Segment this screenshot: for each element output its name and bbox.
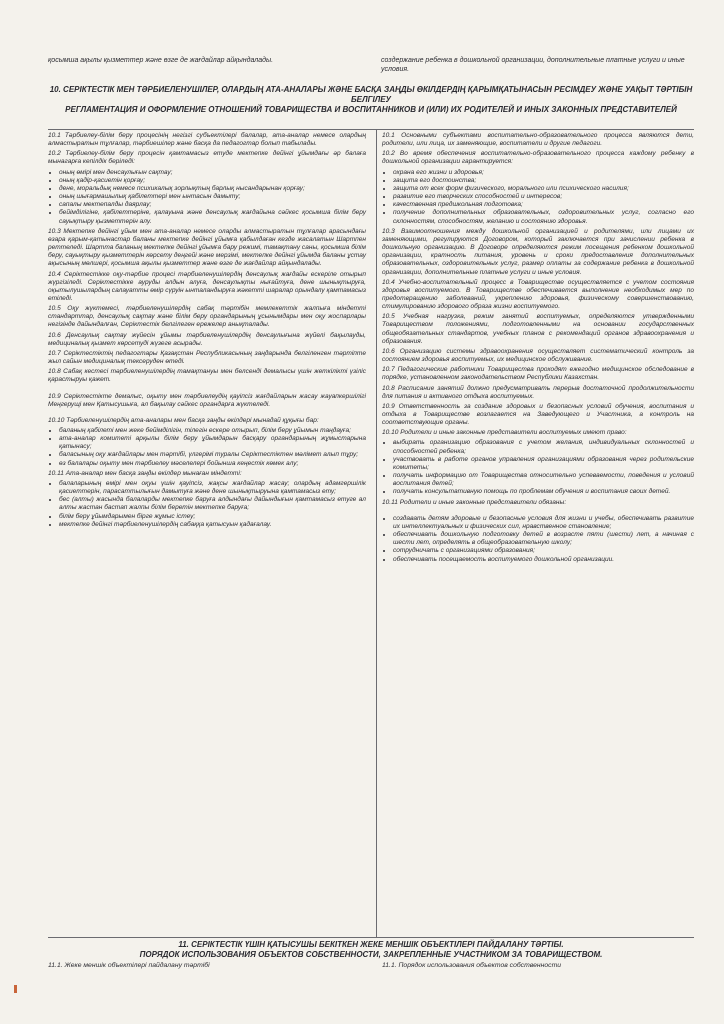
ru-clause-10-6: 10.6 Организацию системы здравоохранения осуществляет систематический контроль за состоянием здоровья воспитуемых, их медицинское обслуживание. [382, 347, 694, 364]
ru-duties-list [382, 515, 694, 564]
list-item: • бейімділігіне, қабілеттеріне, қалауына және денсаулық жағдайына сәйкес қосымша білім беру сауықтыру қызметтерін алу. [59, 209, 366, 225]
ru-clause-10-11: 10.11 Родители и иные законные представители обязаны: [382, 498, 567, 506]
table-top-rule [48, 129, 694, 130]
list-item: • получать консультативную помощь по проблемам обучения и воспитания своих детей. [393, 488, 694, 496]
list-item: • защита его достоинства; [393, 177, 694, 185]
document-page [48, 0, 694, 1024]
list-item: • сапалы мектепалды даярлау; [59, 201, 366, 209]
list-item: • оның қадір-қасиетін қорғау; [59, 177, 366, 185]
kz-clause-10-10: 10.10 Тәрбиеленушілердің ата-аналары мен басқа заңды өкілдері мынадай құқығы бар: [48, 416, 319, 424]
list-item: • создавать детям здоровые и безопасные условия для жизни и учебы, обеспечивать развитие их интеллектуальных и физических сил, нравственное становление; [393, 515, 694, 531]
kz-clause-10-8: 10.8 Сабақ кестесі тәрбиеленушілердің тамақтануы мен белсенді демалысы үшін жеткілікті үзіліс қарастыруы қажет. [48, 368, 366, 384]
list-item: • получение дополнительных образовательных, оздоровительных услуг, согласно его склонностям, способностям, желанию и состоянию здоровья. [393, 209, 694, 225]
russian-column [382, 132, 694, 566]
ru-clause-10-4: 10.4 Учебно-воспитательный процесс в Товариществе осуществляется с учетом состояния здоровья воспитуемого. В Товариществе обеспечивается выполнение необходимых мер по предотвращению заболеваний, укреплению здоровья, физическому совершенствованию, стимулированию здорового образа жизни воспитуемого. [382, 278, 694, 311]
kazakh-column [48, 132, 366, 531]
ru-clause-11-1: 11.1. Порядок использования объектов собственности [382, 962, 562, 969]
kz-clause-11-1: 11.1. Жеке меншік объектілері пайдалану тәртібі [48, 962, 210, 969]
list-item: • ата-аналар комитеті арқылы білім беру ұйымдарын басқару органдарының жұмыстарына қатынасу; [59, 435, 366, 451]
section-10-heading [48, 85, 694, 115]
ru-clause-10-1: 10.1 Основными субъектами воспитательно-образовательного процесса являются дети, родители, или лица, их заменяющие, воспитатели и другие педагоги. [382, 132, 694, 148]
section-11-title-ru: ПОРЯДОК ИСПОЛЬЗОВАНИЯ ОБЪЕКТОВ СОБСТВЕННОСТИ, ЗАКРЕПЛЕННЫЕ УЧАСТНИКОМ ЗА ТОВАРИЩЕСТВОМ. [139, 950, 603, 959]
kz-clause-10-4: 10.4 Серіктестікке оқу-тәрбие процесі тәрбиеленушілердің денсаулық жағдайы ескеріле отырып жүргізіледі. Серіктестікке ауруды алдын алуға, денсаулықты нығайтуға, дене шынықтыруға, оқытылушылардың салауатты өмір сүруін ынталандыруға жәкетті шаралар орындалу қамтамасыз етіледі. [48, 270, 366, 302]
list-item: • обеспечивать дошкольную подготовку детей в возрасте пяти (шести) лет, а начиная с шести лет, определять в общеобразовательную школу; [393, 531, 694, 547]
section-10-title-ru: РЕГЛАМЕНТАЦИЯ И ОФОРМЛЕНИЕ ОТНОШЕНИЙ ТОВАРИЩЕСТВА И ВОСПИТАННИКОВ И (ИЛИ) ИХ РОДИТЕЛЕЙ И ИНЫХ ЗАКОННЫХ ПРЕДСТАВИТЕЛЕЙ [65, 105, 677, 114]
carryover-kz: қосымша ақылы қызметтер және өзге де жағдайлар айқындалады. [48, 57, 274, 64]
ru-clause-10-3: 10.3 Взаимоотношения между дошкольной организацией и родителями, или лицами их заменяющими, регулируются Договором, который заключается при зачислении ребенка в дошкольную организацию. В Договоре определяются режим посещения ребенком дошкольной организации, кратность питания, уровень и сроки предоставления дополнительных образовательных, оздоровительных услуг, размер оплаты за содержание ребенка в дошкольной организации, дополнительные платные услуги и иные условия. [382, 227, 694, 276]
list-item: • баланың қабілеті мен жеке бейімділігін, тілегін ескере отырып, білім беру ұйымын таңдауға; [59, 427, 366, 435]
list-item: • защита от всех форм физического, морального или психического насилия; [393, 185, 694, 193]
kz-clause-10-1: 10.1 Тәрбиелеу-білім беру процесінің негізгі субъектілері балалар, ата-аналар немесе олардың алмастыратын тұлғалар, тәрбиешілер және басқа да педагогтар болып табылады. [48, 132, 366, 148]
kz-guarantee-list [48, 169, 366, 226]
list-item: • качественная предшкольная подготовка; [393, 201, 694, 209]
ru-clause-10-5: 10.5 Учебная нагрузка, режим занятий воспитуемых, определяются утвержденными Товариществом положениями, подготовленными на основании государственных общеобязательных стандартов, учебных планов с рекомендаций органов здравоохранения и образования. [382, 313, 694, 345]
margin-ink-mark [14, 985, 17, 993]
ru-guarantee-list [382, 169, 694, 226]
list-item: • балаларының өмірі мен оқуы үшін қауіпсіз, жақсы жағдайлар жасау; олардың адамгершілік қасиеттерін, парасаттылығын дамытуға және дене шынықтыруына қамтамасыз ету; [59, 480, 366, 496]
list-item: • дене, моральдық немесе психикалық зорлықтың барлық нысандарынан қорғау; [59, 185, 366, 193]
list-item: • баласының оқу жағдайлары мен тәртібі, үлгерімі туралы Серіктестіктен мәлімет алып тұру; [59, 451, 366, 459]
ru-clause-10-2: 10.2 Во время обеспечения воспитательно-образовательного процесса каждому ребенку в дошкольной организации гарантируется: [382, 150, 694, 166]
list-item: • охрана его жизни и здоровья; [393, 169, 694, 177]
kz-clause-10-7: 10.7 Серіктестіктің педагогтары Қазақстан Республикасының заңдарында белгіленген тәртіпте жыл сайын медициналық тексеруден өтеді. [48, 349, 366, 366]
list-item: • обеспечивать посещаемость воспитуемого дошкольной организации. [393, 556, 694, 564]
kz-duties-list [48, 480, 366, 529]
kz-clause-10-3: 10.3 Мектепке дейінгі ұйым мен ата-аналар немесе оларды алмастыратын тұлғалар арасындағы өзара қарым-қатынастар баланы мектепке дейінгі ұйымға қабылдаған кезде жасалатын Шартпен реттеледі. Шартта баланың мектепке дейінгі ұйымға бару режимі, тамақтану саны, қосымша білім беру, сауықтыру қызметтерін көрсету деңгейі және мерзімі, мектепке дейінгі ұйымда баланы ұстау ақысының мөлшері, қосымша ақылы қызметтер және өзге де жағдайлар айқындалады. [48, 227, 366, 268]
column-divider [376, 129, 377, 937]
section-11-title-kz: 11. СЕРІКТЕСТІК ҮШІН ҚАТЫСУШЫ БЕКІТКЕН ЖЕКЕ МЕНШІК ОБЪЕКТІЛЕРІ ПАЙДАЛАНУ ТӘРТІБІ. [178, 940, 564, 949]
ru-clause-10-9: 10.9 Ответственность за создание здоровых и безопасных условий обучения, воспитания и отдыха в Товариществе возлагается на Заведующего и Участника, а контроль на соответствующие органы. [382, 402, 694, 427]
kz-clause-10-11: 10.11 Ата-аналар мен басқа заңды өкілдер мынаған міндетті: [48, 469, 242, 477]
list-item: • получать информацию от Товарищества относительно успеваемости, поведения и условий воспитания детей; [393, 472, 694, 488]
list-item: • өз балалары оқыту мен тәрбиелеу мәселелері бойынша кеңестік көмек алу; [59, 460, 366, 468]
table-bottom-rule [48, 937, 694, 938]
list-item: • бес (алты) жасында балаларды мектепке баруға алдындағы дайындығын қамтамасыз етуге ал алты жастан бастап жалпы білім беретін мектепке баруға; [59, 496, 366, 512]
ru-clause-10-7: 10.7 Педагогические работники Товарищества проходят ежегодно медицинское обследование в порядке, установленном законодательством Республики Казахстан. [382, 366, 694, 382]
section-10-title-kz: 10. СЕРІКТЕСТІК МЕН ТӘРБИЕЛЕНУШІЛЕР, ОЛАРДЫҢ АТА-АНАЛАРЫ ЖӘНЕ БАСҚА ЗАҢДЫ ӨКІЛДЕРДІҢ ҚАРЫМҚАТЫНАСЫН РЕСІМДЕУ ЖӘНЕ УАҚЫТ ТӘРТІБІН БЕЛГІЛЕУ [49, 85, 693, 104]
kz-clause-10-9: 10.9 Серіктестікте демалыс, оқыту мен тәрбиелеудің қауіпсіз жағдайларын жасау жауапкершілігі Меңгерущі мен Қатысушыға, ал бақылау сәйкес органдарға жүктеледі. [48, 392, 366, 408]
kz-rights-list [48, 427, 366, 468]
list-item: • сотрудничать с организациями образования; [393, 547, 694, 555]
kz-clause-10-2: 10.2 Тәрбиелеу-білім беру процесін қамтамасыз етуде мектепке дейінгі ұйымдағы әр балаға мынагарға кепілдік беріледі: [48, 150, 366, 166]
list-item: • оның шығармашылық қабілеттері мен ынтасын дамыту; [59, 193, 366, 201]
list-item: • выбирать организацию образования с учетом желания, индивидуальных склонностей и способностей ребенка; [393, 439, 694, 455]
list-item: • участвовать в работе органов управления организациями образования через родительские комитеты; [393, 456, 694, 472]
carryover-ru: сoздeржание ребенка в дошкольной организации, дополнительные платные услуги и иные условия. [381, 57, 685, 73]
kz-clause-10-6: 10.6 Денсаулық сақтау жүйесін ұйымы тәрбиеленушілердің денсаулығына жүйелі бақылауды, медициналық қызмет көрсетуді жүзеге асырады. [48, 331, 366, 347]
ru-rights-list [382, 439, 694, 496]
kz-clause-10-5: 10.5 Оқу жүктемесі, тәрбиеленушілердің сабақ тәртібін мемлекеттік жалпыға міндетті стандарттар, денсаулық сақтау және білім беру органдарының ұсынымдары мен оқу жоспарлары негізінде дайындалған, Серіктестік белгілеген ережелер анықталады. [48, 305, 366, 329]
section-11-heading [48, 940, 694, 960]
ru-clause-10-8: 10.8 Расписание занятий должно предусматривать перерыв достаточной продолжительности для питания и активного отдыха воспитуемых. [382, 384, 694, 400]
list-item: • мектепке дейінгі тәрбиеленушілердің сабаққа қатысуын қадағалау. [59, 521, 366, 529]
list-item: • развитие его творческих способностей и интересов; [393, 193, 694, 201]
ru-clause-10-10: 10.10 Родители и иные законные представители воспитуемых имеют право: [382, 429, 627, 437]
list-item: • оның өмірі мен денсаулығын сақтау; [59, 169, 366, 177]
list-item: • білім беру ұйымдарымен бірге жұмыс істеу; [59, 513, 366, 521]
